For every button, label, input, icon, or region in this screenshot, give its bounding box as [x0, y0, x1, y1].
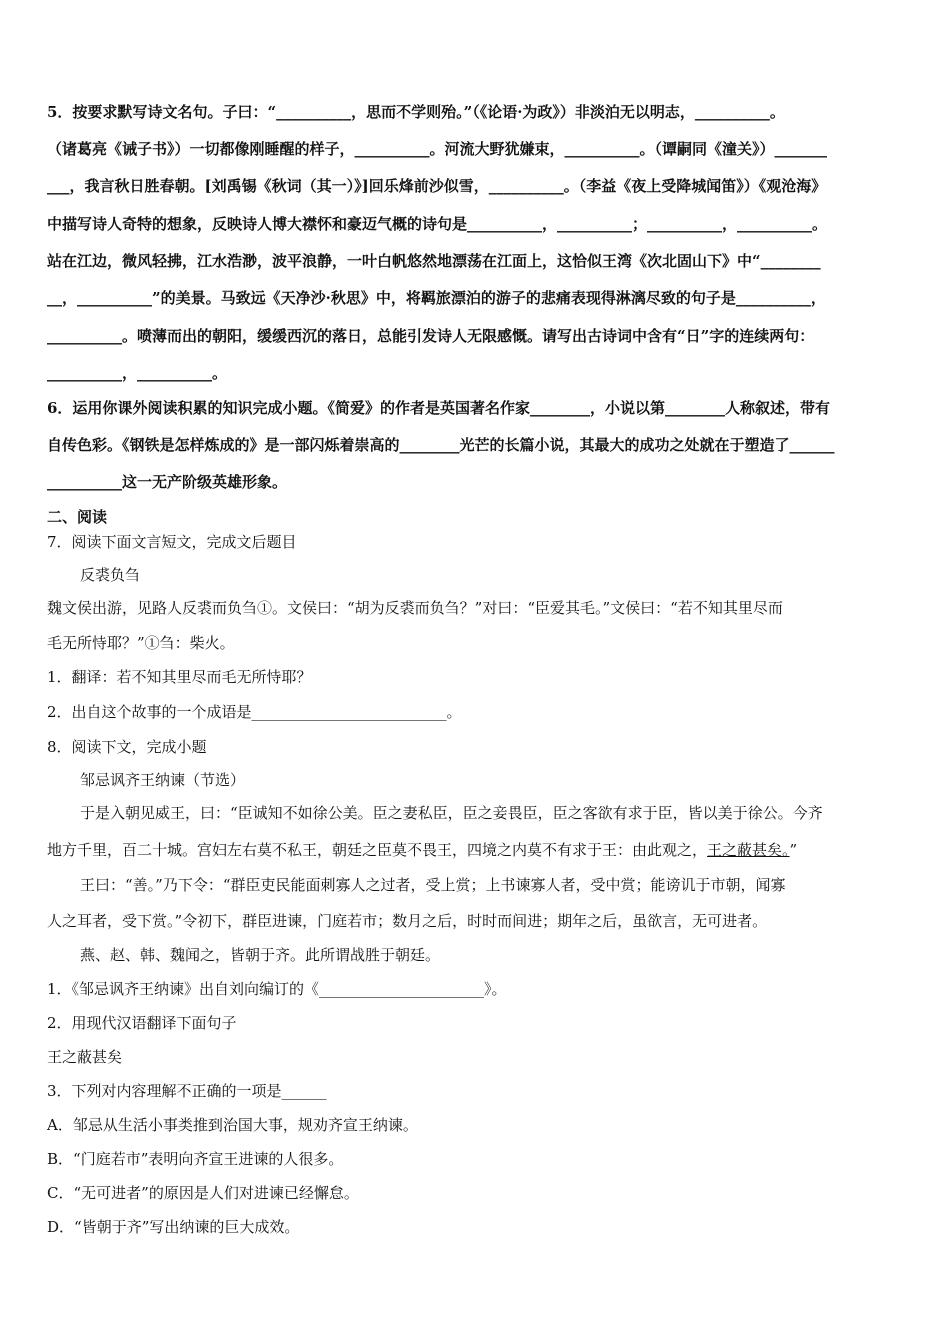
- q8-sub-2: 2．用现代汉语翻译下面句子: [47, 1014, 237, 1032]
- q5-line-6: __，__________”的美景。马致远《天净沙·秋思》中，将羁旅漂泊的游子的悲痛表现得淋漓尽致的句子是__________，: [47, 289, 826, 307]
- q7-passage-line-2: 毛无所恃耶？”①刍：柴火。: [47, 634, 235, 652]
- q7-passage-line-1: 魏文侯出游，见路人反裘而负刍①。文侯曰：“胡为反裘而负刍？”对曰：“臣爱其毛。”文侯曰：“若不知其里尽而: [47, 599, 783, 617]
- q5-line-8: __________，__________。: [47, 364, 228, 382]
- q5-line-5: 站在江边，微风轻拂，江水浩渺，波平浪静，一叶白帆悠然地漂荡在江面上，这恰似王湾《次北固山下》中“________: [47, 252, 821, 270]
- q7-sub-1: 1．翻译：若不知其里尽而毛无所恃耶？: [47, 668, 312, 686]
- q6-line-1: 6．运用你课外阅读积累的知识完成小题。《简爱》的作者是英国著名作家________，小说以第________人称叙述，带有: [47, 399, 830, 417]
- q7-sub-2: 2．出自这个故事的一个成语是__________________________。: [47, 703, 462, 721]
- q6-line-2: 自传色彩。《钢铁是怎样炼成的》是一部闪烁着崇高的________光芒的长篇小说，其最大的成功之处就在于塑造了______: [47, 436, 835, 454]
- q7-passage-title: 反裘负刍: [80, 566, 141, 584]
- option-d: D．“皆朝于齐”写出纳谏的巨大成效。: [47, 1218, 300, 1236]
- q5-line-4: 中描写诗人奇特的想象，反映诗人博大襟怀和豪迈气概的诗句是__________，__________；__________，__________。: [47, 215, 828, 233]
- q8-para-1-line-1: 于是入朝见威王，曰：“臣诚知不如徐公美。臣之妻私臣，臣之妾畏臣，臣之客欲有求于臣，皆以美于徐公。今齐: [80, 804, 823, 822]
- q8-para-1-text: 地方千里，百二十城。宫妇左右莫不私王，朝廷之臣莫不畏王，四境之内莫不有求于王：由此观之，: [47, 841, 708, 859]
- closing-quote: ”: [789, 841, 798, 859]
- section-heading: 二、阅读: [47, 508, 108, 526]
- q8-sub-3: 3．下列对内容理解不正确的一项是______: [47, 1082, 327, 1100]
- q7-prompt: 7．阅读下面文言短文，完成文后题目: [47, 533, 297, 551]
- q8-para-3: 燕、赵、韩、魏闻之，皆朝于齐。此所谓战胜于朝廷。: [80, 946, 441, 964]
- q8-para-1-line-2: [47, 840, 797, 860]
- option-a: A．邹忌从生活小事类推到治国大事，规劝齐宣王纳谏。: [47, 1116, 418, 1134]
- underlined-sentence: 王之蔽甚矣。: [707, 841, 790, 859]
- q8-para-2-line-1: 王曰：“善。”乃下令：“群臣吏民能面刺寡人之过者，受上赏；上书谏寡人者，受中赏；能谤讥于市朝，闻寡: [80, 876, 786, 894]
- q6-line-3: __________这一无产阶级英雄形象。: [47, 473, 288, 491]
- q8-prompt: 8．阅读下文，完成小题: [47, 738, 207, 756]
- q8-sub-2-sentence: 王之蔽甚矣: [47, 1048, 123, 1066]
- q8-sub-1: 1．《邹忌讽齐王纳谏》出自刘向编订的《______________________》。: [47, 980, 507, 998]
- q8-passage-title: 邹忌讽齐王纳谏（节选）: [80, 771, 246, 789]
- option-b: B．“门庭若市”表明向齐宣王进谏的人很多。: [47, 1150, 344, 1168]
- q5-line-7: __________。喷薄而出的朝阳，缓缓西沉的落日，总能引发诗人无限感慨。请写出古诗词中含有“日”字的连续两句：: [47, 327, 815, 345]
- q5-line-3: ___，我言秋日胜春朝。[刘禹锡《秋词（其一）》]回乐烽前沙似雪，__________。（李益《夜上受降城闻笛》）《观沧海》: [47, 177, 827, 195]
- option-c: C．“无可进者”的原因是人们对进谏已经懈怠。: [47, 1184, 359, 1202]
- q5-line-2: （诸葛亮《诫子书》）一切都像刚睡醒的样子，__________。河流大野犹嫌束，__________。（谭嗣同《潼关》）_______: [47, 140, 828, 158]
- q8-para-2-line-2: 人之耳者，受下赏。”令初下，群臣进谏，门庭若市；数月之后，时时而间进；期年之后，虽欲言，无可进者。: [47, 912, 768, 930]
- q5-line-1: 5．按要求默写诗文名句。子曰：“__________，思而不学则殆。”（《论语·为政》）非淡泊无以明志，__________。: [47, 103, 785, 121]
